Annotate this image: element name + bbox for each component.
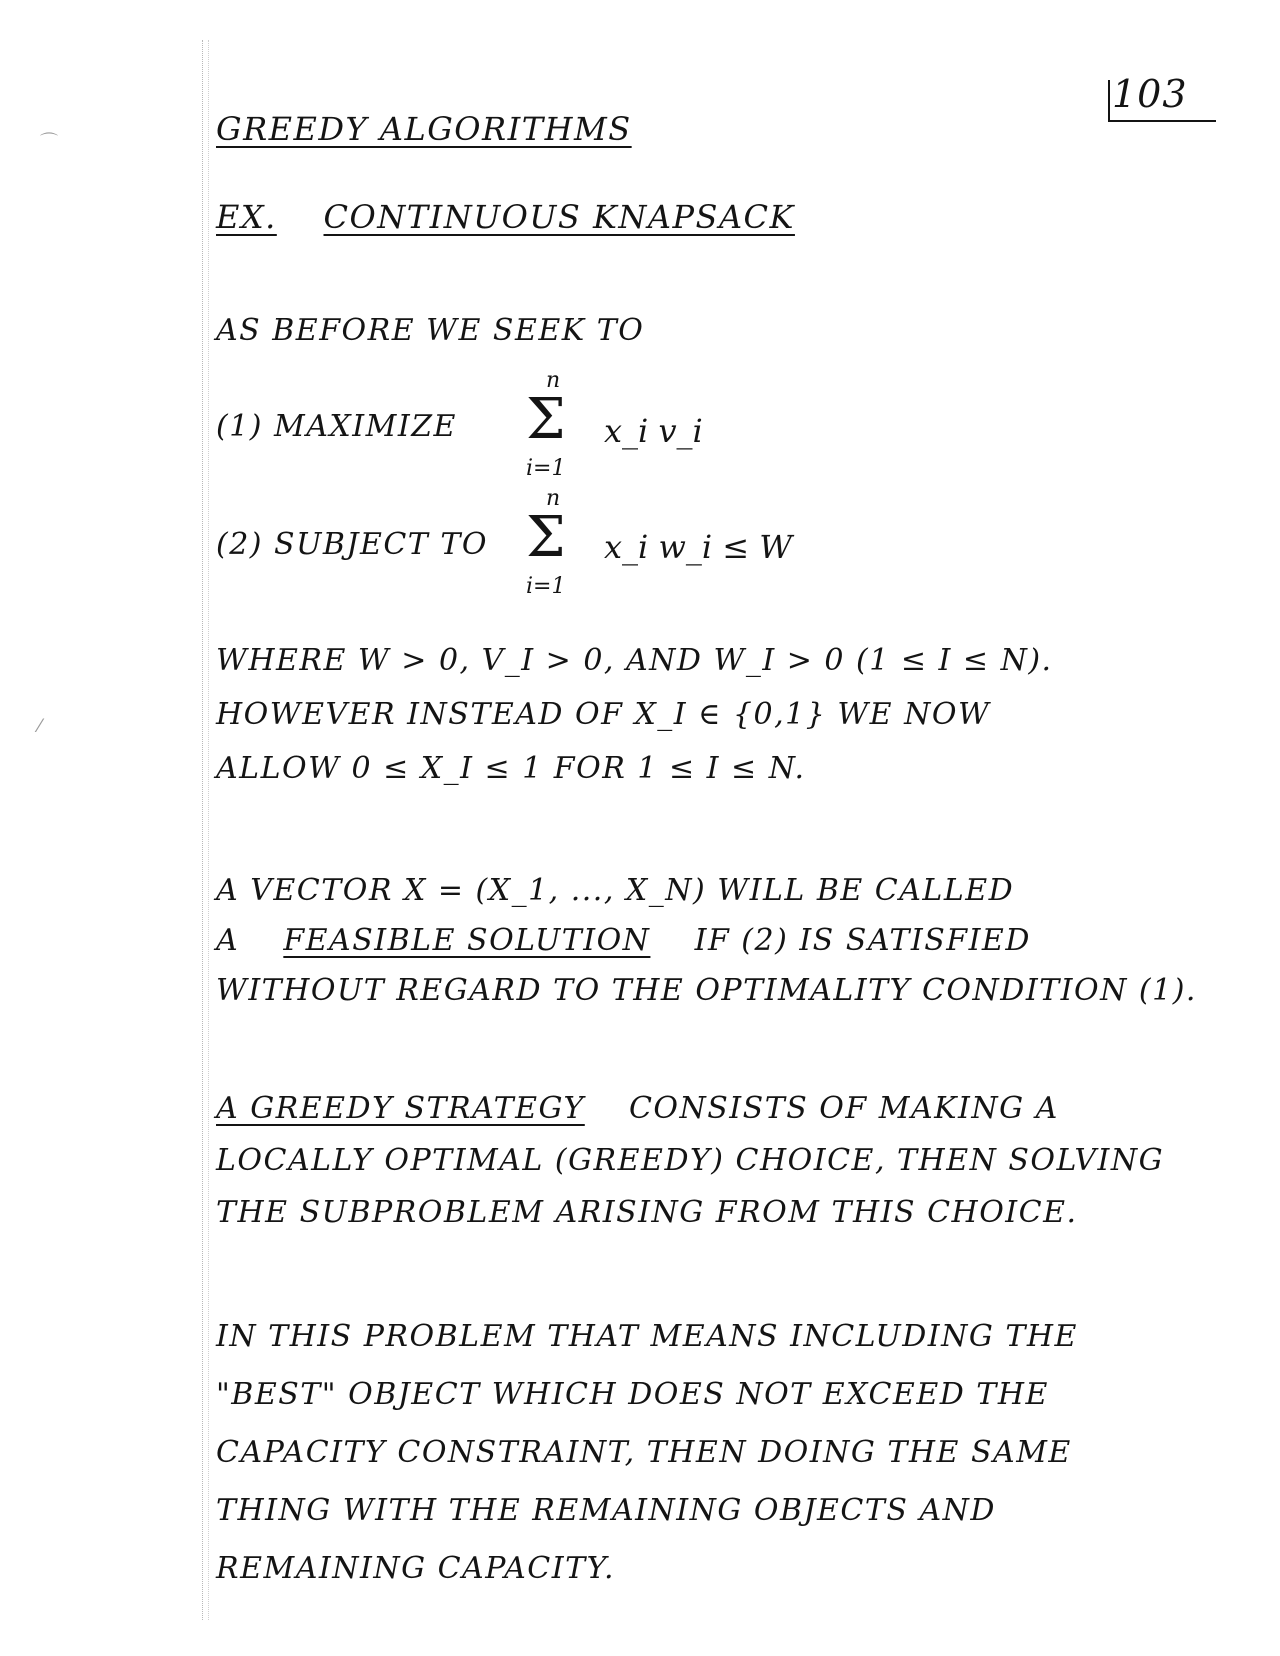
margin-line (202, 40, 203, 1620)
example-heading (216, 198, 795, 236)
feasible-solution-term: FEASIBLE SOLUTION (283, 923, 651, 958)
constraint-label: (2) SUBJECT TO (216, 527, 488, 562)
condition-line-1: WHERE W > 0, V_I > 0, AND W_I > 0 (1 ≤ I ≤ N). (216, 643, 1053, 678)
greedy-strategy-term: A GREEDY STRATEGY (216, 1091, 585, 1126)
feasible-suffix: IF (2) IS SATISFIED (694, 923, 1031, 958)
page-number-underline (1108, 120, 1216, 122)
condition-line-3: ALLOW 0 ≤ X_I ≤ 1 FOR 1 ≤ I ≤ N. (216, 751, 806, 786)
greedy-line-1-suffix: CONSISTS OF MAKING A (628, 1091, 1059, 1126)
greedy-line-1 (216, 1090, 1059, 1128)
page-number: 103 (1112, 72, 1188, 116)
scan-speck: ⁄ (38, 716, 42, 737)
objective-sigma-icon: Σ (526, 387, 566, 452)
objective-sum-upper: n (546, 368, 561, 393)
constraint-term: x_i w_i ≤ W (604, 528, 793, 566)
margin-line-secondary (208, 40, 209, 1620)
problem-line-4: THING WITH THE REMAINING OBJECTS AND (216, 1493, 996, 1528)
problem-line-5: REMAINING CAPACITY. (216, 1551, 616, 1586)
constraint-sum-upper: n (546, 486, 561, 511)
page-title: GREEDY ALGORITHMS (216, 110, 632, 148)
feasible-line-1: A VECTOR X = (X_1, ..., X_N) WILL BE CALLED (216, 873, 1015, 908)
page-number-tick (1108, 80, 1110, 122)
example-title: CONTINUOUS KNAPSACK (323, 198, 795, 236)
scan-speck: ⌒ (40, 132, 58, 153)
constraint-sigma-icon: Σ (526, 505, 566, 570)
constraint-sum-lower: i=1 (526, 574, 566, 599)
feasible-line-3: WITHOUT REGARD TO THE OPTIMALITY CONDITION (1). (216, 973, 1197, 1008)
example-label: EX. (216, 198, 277, 236)
condition-line-2: HOWEVER INSTEAD OF X_I ∈ {0,1} WE NOW (216, 697, 991, 732)
greedy-line-2: LOCALLY OPTIMAL (GREEDY) CHOICE, THEN SOLVING (216, 1143, 1165, 1178)
feasible-prefix: A (216, 923, 240, 958)
objective-sum-lower: i=1 (526, 456, 566, 481)
problem-line-3: CAPACITY CONSTRAINT, THEN DOING THE SAME (216, 1435, 1072, 1470)
objective-term: x_i v_i (604, 412, 703, 450)
objective-label: (1) MAXIMIZE (216, 409, 457, 444)
feasible-line-2 (216, 922, 1031, 960)
problem-line-2: "BEST" OBJECT WHICH DOES NOT EXCEED THE (216, 1377, 1049, 1412)
greedy-line-3: THE SUBPROBLEM ARISING FROM THIS CHOICE. (216, 1195, 1078, 1230)
problem-line-1: IN THIS PROBLEM THAT MEANS INCLUDING THE (216, 1319, 1078, 1354)
intro-line: AS BEFORE WE SEEK TO (216, 313, 645, 348)
